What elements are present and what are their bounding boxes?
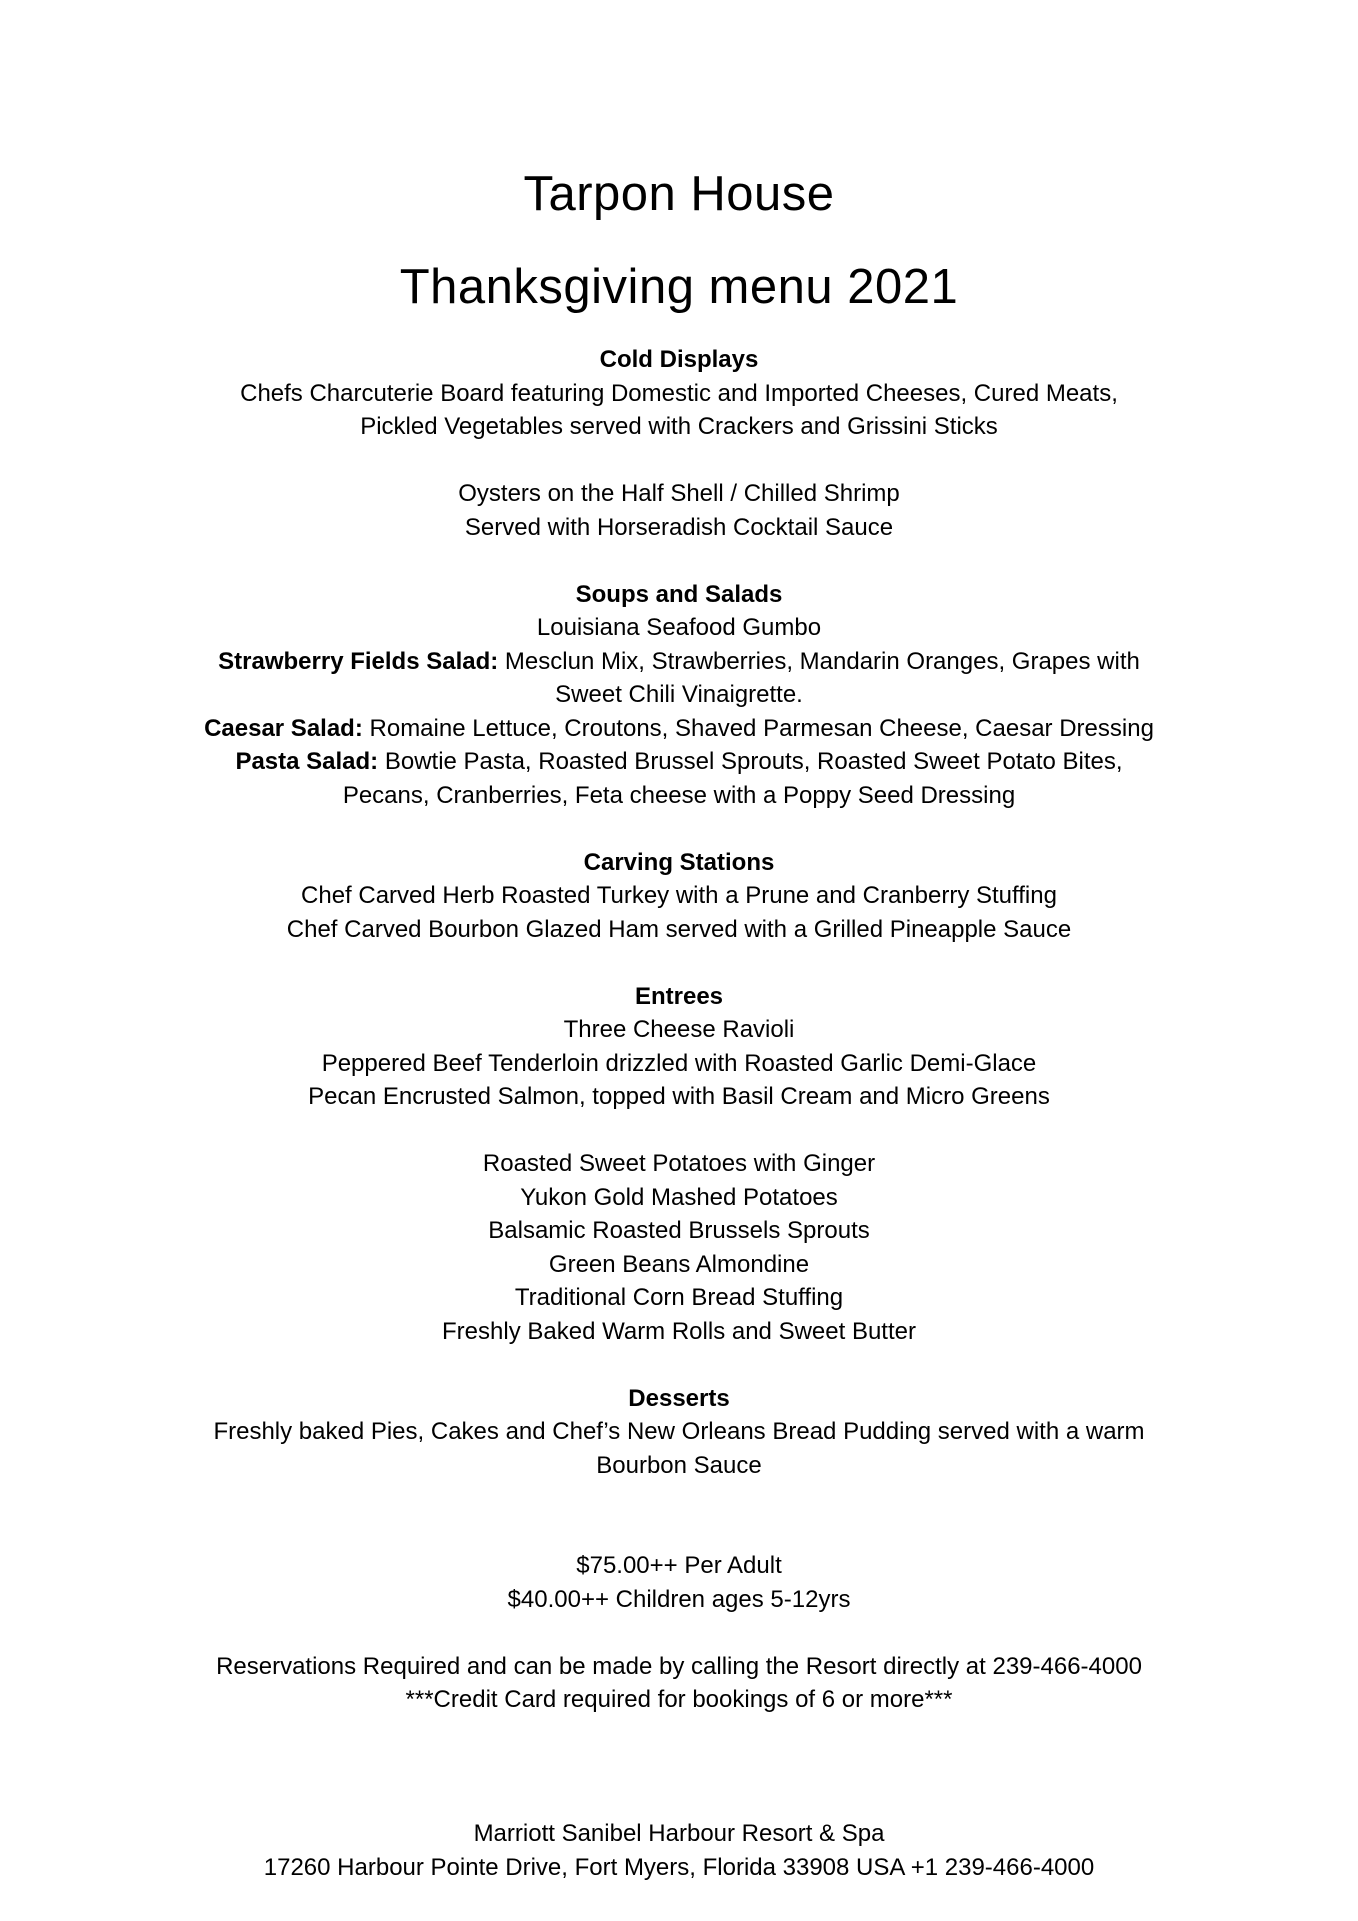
spacer — [140, 812, 1218, 846]
menu-item-line: Bourbon Sauce — [596, 1451, 762, 1479]
item-label: Caesar Salad: — [204, 714, 363, 742]
spacer — [140, 1717, 1218, 1751]
item-description: Bowtie Pasta, Roasted Brussel Sprouts, Roasted Sweet Potato Bites, — [378, 748, 1123, 775]
footer-resort-name: Marriott Sanibel Harbour Resort & Spa — [473, 1820, 885, 1847]
venue-title: Tarpon House — [523, 167, 835, 221]
menu-item-line: Chef Carved Herb Roasted Turkey with a Prune and Cranberry Stuffing — [301, 882, 1057, 909]
credit-card-note: ***Credit Card required for bookings of 6 or more*** — [405, 1686, 953, 1713]
section-heading-cold-displays: Cold Displays — [599, 346, 759, 373]
side-item: Traditional Corn Bread Stuffing — [514, 1284, 844, 1311]
spacer — [140, 1482, 1218, 1516]
menu-title: Thanksgiving menu 2021 — [399, 260, 959, 314]
menu-body — [140, 343, 1218, 1884]
menu-item-pasta-salad — [140, 745, 1218, 779]
menu-item-line: Chefs Charcuterie Board featuring Domestic and Imported Cheeses, Cured Meats, — [240, 379, 1118, 407]
side-item: Green Beans Almondine — [548, 1250, 810, 1278]
spacer — [140, 1784, 1218, 1818]
spacer — [140, 1616, 1218, 1650]
section-heading-entrees: Entrees — [634, 982, 724, 1010]
section-heading-soups-salads: Soups and Salads — [575, 580, 783, 608]
item-description: Romaine Lettuce, Croutons, Shaved Parmesan Cheese, Caesar Dressing — [362, 714, 1154, 742]
spacer — [140, 1750, 1218, 1784]
menu-item-line: Oysters on the Half Shell / Chilled Shrimp — [458, 480, 900, 507]
side-item: Yukon Gold Mashed Potatoes — [520, 1183, 838, 1211]
item-label: Pasta Salad: — [235, 748, 379, 775]
item-label: Strawberry Fields Salad: — [218, 647, 499, 675]
section-heading-desserts: Desserts — [628, 1384, 730, 1412]
spacer — [140, 544, 1218, 578]
reservations-note: Reservations Required and can be made by calling the Resort directly at 239-466-4000 — [216, 1652, 1142, 1680]
footer-address: 17260 Harbour Pointe Drive, Fort Myers, Florida 33908 USA +1 239-466-4000 — [263, 1853, 1095, 1881]
menu-item-line: Chef Carved Bourbon Glazed Ham served with a Grilled Pineapple Sauce — [286, 915, 1072, 943]
side-item: Roasted Sweet Potatoes with Ginger — [482, 1150, 876, 1177]
menu-item-line: Three Cheese Ravioli — [563, 1016, 795, 1043]
menu-item-line: Freshly baked Pies, Cakes and Chef’s New Orleans Bread Pudding served with a warm — [213, 1418, 1145, 1445]
menu-item-line: Pecans, Cranberries, Feta cheese with a Poppy Seed Dressing — [342, 781, 1016, 809]
section-heading-carving: Carving Stations — [583, 848, 775, 876]
spacer — [140, 444, 1218, 478]
item-description: Mesclun Mix, Strawberries, Mandarin Oranges, Grapes with — [498, 647, 1140, 675]
menu-item-line: Louisiana Seafood Gumbo — [536, 614, 822, 641]
side-item: Freshly Baked Warm Rolls and Sweet Butter — [442, 1317, 916, 1345]
price-children: $40.00++ Children ages 5-12yrs — [507, 1585, 851, 1613]
menu-item-line: Pickled Vegetables served with Crackers and Grissini Sticks — [360, 413, 998, 440]
menu-item-strawberry-salad — [140, 645, 1218, 679]
spacer — [140, 1516, 1218, 1550]
spacer — [140, 1348, 1218, 1382]
menu-item-line: Sweet Chili Vinaigrette. — [555, 681, 803, 708]
spacer — [140, 946, 1218, 980]
side-item: Balsamic Roasted Brussels Sprouts — [488, 1217, 870, 1244]
menu-item-line: Served with Horseradish Cocktail Sauce — [464, 513, 894, 541]
price-adult: $75.00++ Per Adult — [576, 1552, 782, 1579]
menu-item-line: Peppered Beef Tenderloin drizzled with Roasted Garlic Demi-Glace — [321, 1049, 1037, 1077]
menu-item-line: Pecan Encrusted Salmon, topped with Basil Cream and Micro Greens — [308, 1083, 1050, 1110]
menu-item-caesar-salad — [140, 712, 1218, 746]
spacer — [140, 1114, 1218, 1148]
